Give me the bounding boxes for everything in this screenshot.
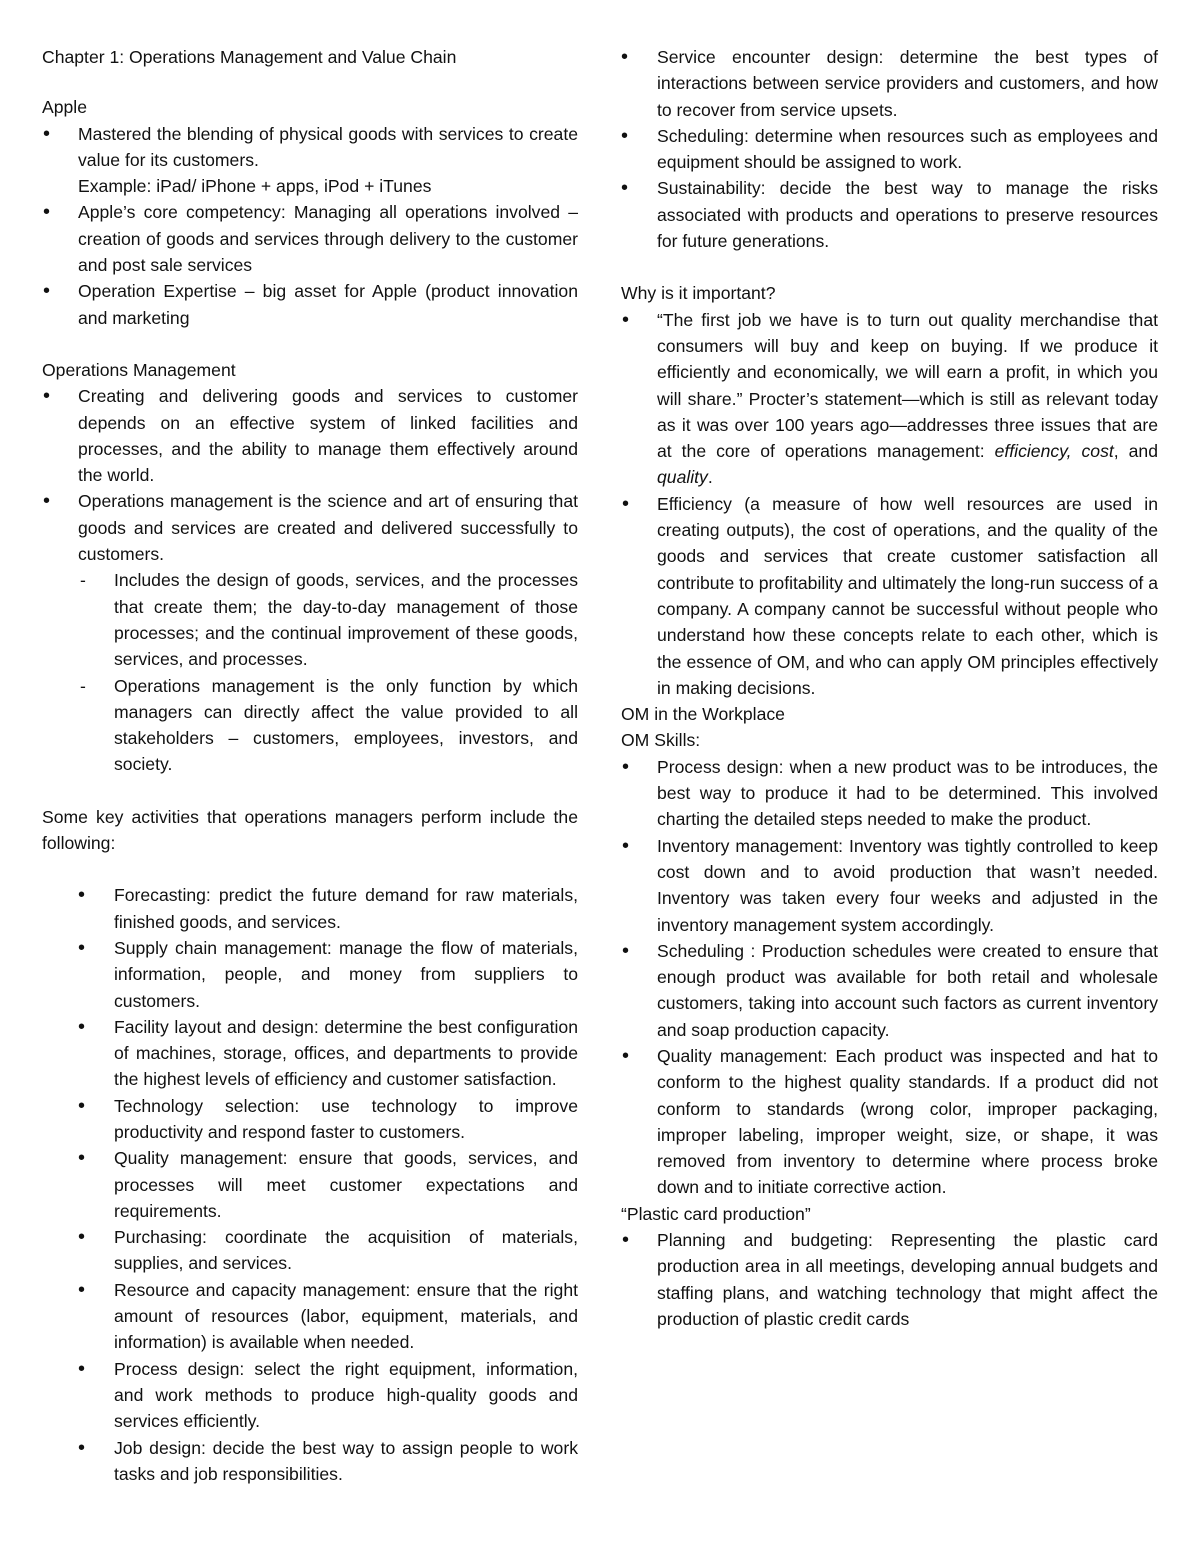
why-list (621, 307, 1158, 701)
list-item: • Service encounter design: determine the best types of interactions between service providers and customers, and how to recover from service upsets. (585, 44, 1158, 123)
list-item: • Scheduling: determine when resources such as employees and equipment should be assigned to work. (585, 123, 1158, 176)
list-item: • Operations management is the science and art of ensuring that goods and services are created and delivered successfully to customers. - Includes the design of goods, services, and the processes that create them; the day-to-day management of those processes; and the continual improvement of these goods, services, and processes. - Operations management is the only function by which managers can directly affect the value provided to all stakeholders – customers, employees, investors, and society. (42, 488, 578, 777)
list-item: • Planning and budgeting: Representing the plastic card production area in all meetings, developing annual budgets and staffing plans, and watching technology that might affect the production of plastic credit cards (621, 1227, 1158, 1332)
why-heading: Why is it important? (621, 283, 776, 304)
skills-list (621, 754, 1158, 1201)
apple-list (42, 121, 578, 331)
plastic-list (621, 1227, 1158, 1332)
activities-list (42, 882, 578, 1487)
om-heading: Operations Management (42, 359, 236, 380)
sub-list-item: - Operations management is the only function by which managers can directly affect the value provided to all stakeholders – customers, employees, investors, and society. (42, 673, 578, 778)
list-item: • Creating and delivering goods and services to customer depends on an effective system of linked facilities and processes, and the ability to manage them effectively around the world. (42, 383, 578, 488)
list-item: • Quality management: Each product was inspected and hat to conform to the highest quality standards. If a product did not conform to standards (wrong color, improper packaging, improper labeling, improper weight, size, or shape, it was removed from inventory to determine where process broke down and to initiate corrective action. (621, 1043, 1158, 1201)
list-item: • Supply chain management: manage the flow of materials, information, people, and money from suppliers to customers. (42, 935, 578, 1014)
list-item: • Resource and capacity management: ensure that the right amount of resources (labor, equipment, materials, and information) is available when needed. (42, 1277, 578, 1356)
list-item: • Mastered the blending of physical goods with services to create value for its customers. Example: iPad/ iPhone + apps, iPod + iTunes (42, 121, 578, 200)
om-list (42, 383, 578, 777)
list-item: • Inventory management: Inventory was tightly controlled to keep cost down and to avoid production that wasn’t needed. Inventory was taken every four weeks and adjusted in the inventory management system accordingly. (621, 833, 1158, 938)
left-column (42, 44, 578, 1487)
activities-list-continued (585, 44, 1158, 254)
chapter-title: Chapter 1: Operations Management and Value Chain (42, 47, 457, 67)
plastic-heading: “Plastic card production” (621, 1203, 811, 1224)
list-item: • Job design: decide the best way to assign people to work tasks and job responsibilities. (42, 1435, 578, 1488)
list-item: • Technology selection: use technology to improve productivity and respond faster to customers. (42, 1093, 578, 1146)
list-item: • Quality management: ensure that goods, services, and processes will meet customer expectations and requirements. (42, 1145, 578, 1224)
list-item: • Forecasting: predict the future demand for raw materials, finished goods, and services. (42, 882, 578, 935)
list-item: • Scheduling : Production schedules were created to ensure that enough product was available for both retail and wholesale customers, taking into account such factors as current inventory and soap production capacity. (621, 938, 1158, 1043)
right-column (621, 44, 1158, 1332)
workplace-heading: OM in the Workplace (621, 704, 785, 725)
om-sub-list (42, 567, 578, 777)
list-item: • Process design: select the right equipment, information, and work methods to produce high-quality goods and services efficiently. (42, 1356, 578, 1435)
apple-example: Example: iPad/ iPhone + apps, iPod + iTunes (78, 176, 432, 197)
activities-intro: Some key activities that operations managers perform include the following: (42, 806, 578, 854)
list-item: • Purchasing: coordinate the acquisition of materials, supplies, and services. (42, 1224, 578, 1277)
list-item: • Process design: when a new product was to be introduces, the best way to produce it had to be determined. This involved charting the detailed steps needed to make the product. (621, 754, 1158, 833)
list-item: • “The first job we have is to turn out quality merchandise that consumers will buy and keep on buying. If we produce it efficiently and economically, we will earn a profit, in which you will share.” Procter’s statement—which is still as relevant today as it was over 100 years ago—addresses three issues that are at the core of operations management: efficiency, cost, and quality. (621, 307, 1158, 491)
sub-list-item: - Includes the design of goods, services, and the processes that create them; the day-to-day management of those processes; and the continual improvement of these goods, services, and processes. (42, 567, 578, 672)
list-item: • Operation Expertise – big asset for Apple (product innovation and marketing (42, 278, 578, 331)
list-item: • Facility layout and design: determine the best configuration of machines, storage, offices, and departments to provide the highest levels of efficiency and customer satisfaction. (42, 1014, 578, 1093)
apple-heading: Apple (42, 97, 87, 118)
list-item: • Efficiency (a measure of how well resources are used in creating outputs), the cost of operations, and the quality of the goods and services that create customer satisfaction all contribute to profitability and ultimately the long-run success of a company. A company cannot be successful without people who understand how these concepts relate to each other, which is the essence of OM, and who can apply OM principles effectively in making decisions. (621, 491, 1158, 701)
list-item: • Sustainability: decide the best way to manage the risks associated with products and operations to preserve resources for future generations. (585, 175, 1158, 254)
skills-heading: OM Skills: (621, 730, 701, 751)
list-item: • Apple’s core competency: Managing all operations involved – creation of goods and services through delivery to the customer and post sale services (42, 199, 578, 278)
